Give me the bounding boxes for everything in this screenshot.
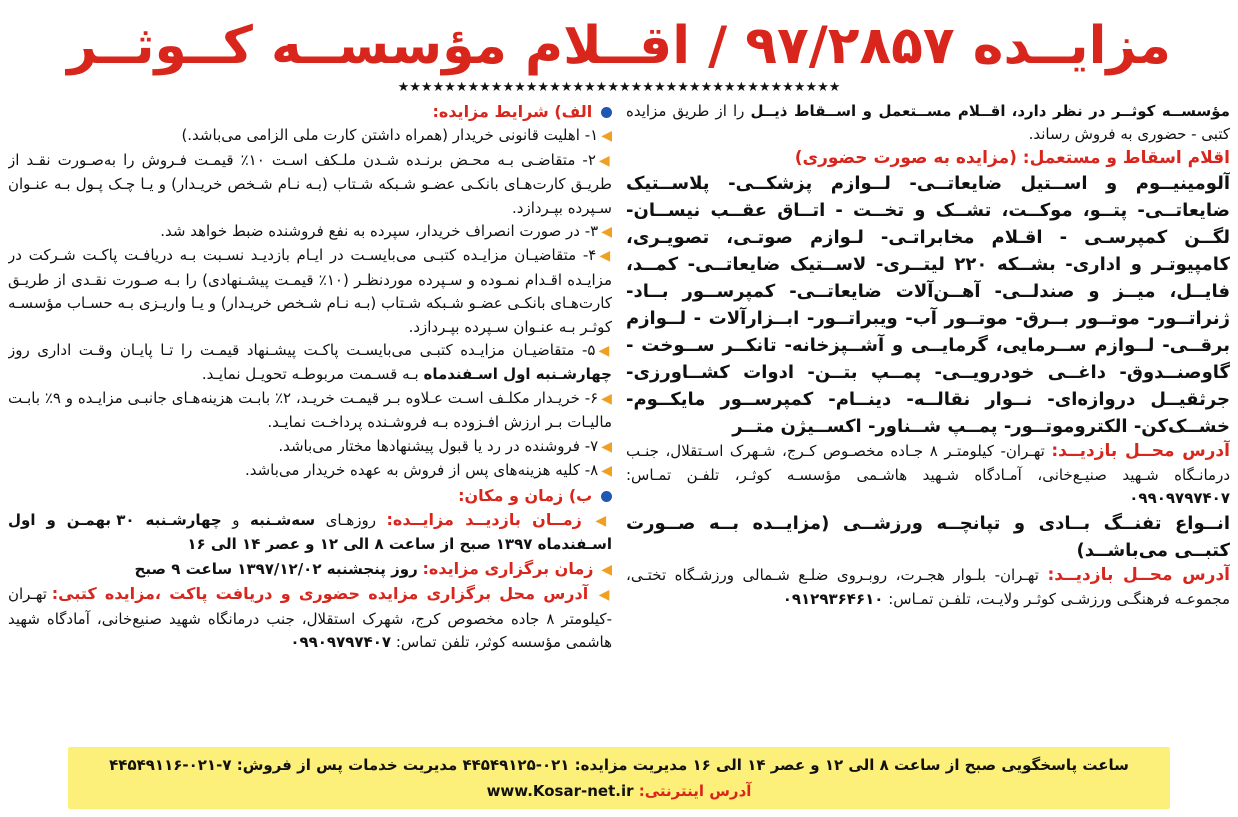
weapons-item: انــواع تفنــگ بــادی و تپانچــه ورزشــی (مزایــده بــه صــورت کتبــی می‌باشــد) — [626, 513, 1230, 562]
condition-7 — [8, 435, 612, 459]
footer-contact-bar — [68, 747, 1170, 809]
arrow-icon: ◀ — [601, 224, 612, 241]
condition-6-text: ۶- خریـدار مکلـف اسـت عـلاوه بـر قیمـت خریـد، ۲٪ بابـت هزینه‌هـای جانبـی مزایـده و ۹٪ بابـت مالیـات بـر ارزش افـزوده بـه فروشـنده پرداخـت نمایـد. — [8, 388, 612, 432]
condition-5-text-b: بـه قسـمت مربوطـه تحویـل نمایـد. — [201, 365, 419, 384]
venue-address-label: آدرس محل برگزاری مزایده حضوری و دریافت پاکت ،مزایده کتبی: — [51, 584, 589, 604]
visit-address-2-phone: ۰۹۱۲۹۳۶۴۶۱۰ — [782, 589, 884, 608]
condition-8-text: ۸- کلیه هزینه‌های پس از فروش به عهده خریدار می‌باشد. — [244, 461, 599, 480]
condition-5-bold: چهارشـنبه اول اسـفندماه — [423, 365, 612, 384]
venue-address — [8, 582, 612, 654]
condition-5 — [8, 339, 612, 387]
intro-paragraph — [626, 100, 1230, 147]
visit-address-1-phone: ۰۹۹۰۹۷۹۷۴۰۷ — [1129, 489, 1230, 508]
intro-bold-items: اقــلام مســتعمل و اســقاط ذیــل — [750, 102, 1006, 120]
section-a-title: الف) شرایط مزایده: — [432, 102, 593, 121]
visit-address-2-label: آدرس محــل بازدیــد: — [1047, 565, 1230, 586]
arrow-icon: ◀ — [601, 438, 612, 455]
arrow-icon: ◀ — [598, 343, 612, 360]
condition-6 — [8, 387, 612, 435]
arrow-icon: ◀ — [601, 561, 612, 578]
visit-address-1-label: آدرس محــل بازدیــد: — [1051, 441, 1230, 462]
intro-text-2: را از طریق مزایده کتبی - حضوری به فروش رساند. — [626, 102, 1230, 144]
venue-address-text: تهـران -کیلومتر ۸ جاده مخصوص کرج، شهرک استقلال، جنب درمانگاه شهید صنیع‌خانی، آمادگاه شهید هاشمی مؤسسه کوثر، تلفن تماس: — [8, 585, 612, 651]
items-subtitle: اقلام اسقاط و مستعمل: (مزایده به صورت حضوری) — [794, 147, 1230, 168]
venue-address-phone: ۰۹۹۰۹۷۹۷۴۰۷ — [290, 632, 392, 651]
intro-text-1: مؤسســه کوثــر در نظر دارد، — [1011, 102, 1230, 120]
section-a-heading — [8, 100, 612, 124]
visit-time-text-b: و — [232, 510, 240, 529]
left-column — [8, 100, 612, 720]
condition-4 — [8, 244, 612, 339]
condition-8 — [8, 459, 612, 483]
visit-time-bold-1: سه‌شـنبه — [250, 510, 316, 529]
arrow-icon: ◀ — [599, 248, 612, 265]
star-divider: ★★★★★★★★★★★★★★★★★★★★★★★★★★★★★★★★★★★★★★ — [397, 80, 841, 94]
page-title: مزایــده ۹۷/۲۸۵۷ / اقــلام مؤسســه کــوثــر — [67, 16, 1171, 76]
visit-address-2 — [626, 564, 1230, 611]
condition-2 — [8, 149, 612, 220]
visit-address-2-text: تهـران- بلـوار هجـرت، روبـروی ضلـع شـمالی ورزشـگاه تختـی، مجموعـه فرهنگـی ورزشـی کوثـر ولایـت، تلفـن تمـاس: — [626, 566, 1230, 608]
condition-5-text-a: ۵- متقاضیـان مزایـده کتبـی می‌بایسـت پاکـت پیشـنهاد قیمـت را تـا پایـان وقـت اداری روز — [8, 341, 596, 360]
condition-1 — [8, 124, 612, 148]
hold-time-text: روز پنجشنبه ۱۳۹۷/۱۲/۰۲ ساعت ۹ صبح — [134, 559, 418, 578]
section-b-title: ب) زمان و مکان: — [458, 485, 593, 505]
visit-time-text-c: صبح از ساعت ۸ الی ۱۲ و عصر ۱۴ الی ۱۶ — [187, 535, 491, 554]
right-column — [626, 100, 1230, 720]
arrow-icon: ◀ — [595, 512, 612, 529]
visit-address-1 — [626, 440, 1230, 510]
visit-time-text-a: روزهـای — [325, 510, 376, 529]
footer-url-label: آدرس اینترنتی: — [638, 782, 752, 800]
website-link[interactable]: www.Kosar-net.ir — [486, 782, 634, 800]
visit-address-1-text: تهـران- کیلومتـر ۸ جـاده مخصـوص کـرج، شـهرک اسـتقلال، جنـب درمانـگاه شـهید صنیـع‌خانی، آمـادگاه شـهید هاشـمی مؤسسـه کوثـر، تلفـن تمـاس: — [626, 442, 1230, 484]
condition-4-text: ۴- متقاضیـان مزایـده کتبـی می‌بایسـت در ایـام بازدیـد نسـبت بـه دریافـت پاکـت شـرکت در مزایـده اقـدام نمـوده و سـپرده موردنظـر (۱۰٪ قیمـت پیشـنهادی) را بـه صـورت نقـدی از طریـق کارت‌هـای بانکـی عضـو شـبکه شـتاب (بـه نـام شـخص خریـدار) و یـا واریـزی بـه حسـاب مؤسسـه کوثـر بـه عنـوان سـپرده بپـردازد. — [8, 246, 612, 336]
footer-hours-phones: ساعت پاسخگویی صبح از ساعت ۸ الی ۱۲ و عصر ۱۴ الی ۱۶ مدیریت مزایده: ۰۲۱-۴۴۵۴۹۱۲۵ مدیریت خدمات پس از فروش: ۷-۰۲۱-۴۴۵۴۹۱۱۶ — [109, 756, 1129, 774]
hold-time-label: زمان برگزاری مزایده: — [422, 558, 594, 578]
arrow-icon: ◀ — [601, 390, 612, 407]
footer-url-line — [68, 778, 1170, 804]
condition-2-text: ۲- متقاضـی بـه محـض برنـده شـدن ملـکف اسـت ۱۰٪ قیمـت فـروش را به‌صـورت نقـد از طریـق کارت‌هـای بانکـی عضـو شـبکه شـتاب (بـه نـام شـخص خریـدار) و یـا چـک پـول بـه عنـوان سـپرده بپـردازد. — [8, 150, 612, 217]
blue-bullet-icon — [601, 491, 612, 502]
condition-7-text: ۷- فروشنده در رد یا قبول پیشنهادها مختار می‌باشد. — [278, 436, 599, 455]
content-columns — [8, 100, 1230, 720]
arrow-icon: ◀ — [598, 587, 612, 604]
condition-3-text: ۳- در صورت انصراف خریدار، سپرده به نفع فروشنده ضبط خواهد شد. — [160, 222, 599, 241]
hold-time — [8, 557, 612, 582]
condition-3 — [8, 220, 612, 244]
condition-1-text: ۱- اهلیت قانونی خریدار (همراه داشتن کارت ملی الزامی می‌باشد.) — [181, 126, 599, 145]
arrow-icon: ◀ — [598, 152, 612, 169]
arrow-icon: ◀ — [601, 128, 612, 145]
visit-time — [8, 508, 612, 557]
visit-time-label: زمــان بازدیــد مزایــده: — [386, 509, 582, 529]
visit-time-bold-2: چهارشـنبه ۳۰ بهمـن و اول اسـفندماه ۱۳۹۷ — [8, 510, 612, 554]
section-b-heading — [8, 484, 612, 508]
items-list: آلومینیــوم و اســتیل ضایعاتــی- لــوازم پزشکــی- پلاســتیک ضایعاتــی- پتــو، موکــت، تشــک و تخــت - اتــاق عقــب نیســان- لگــن کمپرسـی - اقـلام مخابراتـی- لـوازم صوتـی، تصویـری، کامپیوتـر و اداری- بشــکه ۲۲۰ لیتــری- لاســتیک ضایعاتــی- کمــد، فایــل، میــز و صندلــی- آهــن‌آلات ضایعاتــی- کمپرســور بــاد- ژنراتــور- موتــور بــرق- موتــور آب- ویبراتــور- ابــزارآلات - لــوازم برقــی- لــوازم ســرمایی، گرمایــی و آشــپزخانه- تانکــر ســوخت - گاوصنــدوق- داغــی خودرویــی- پمــپ بتــن- ادوات کشــاورزی- جرثقیــل دروازه‌ای- نــوار نقالــه- دینــام- کمپرســور مایکــوم- خشــک‌کن- الکتروموتــور- پمــپ شــناور- اکســیژن متــر — [626, 173, 1230, 438]
blue-bullet-icon — [601, 107, 612, 118]
arrow-icon: ◀ — [601, 463, 612, 480]
